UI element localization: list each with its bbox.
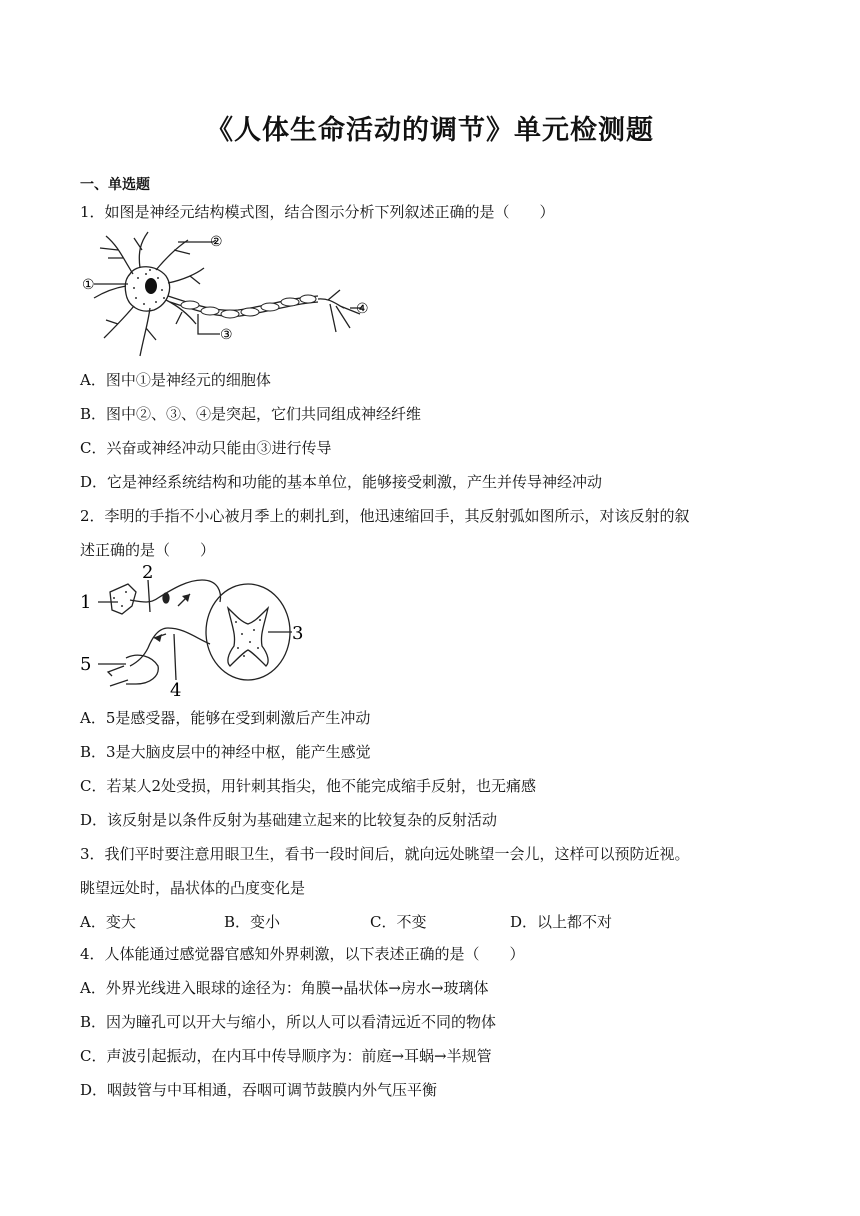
question-2-option-c: C．若某人2处受损，用针刺其指尖，他不能完成缩手反射，也无痛感 <box>80 777 537 795</box>
question-3-option-b: B．变小 <box>224 913 281 931</box>
question-1-option-a: A．图中①是神经元的细胞体 <box>80 371 271 389</box>
section-heading: 一、单选题 <box>80 177 150 193</box>
question-3-option-d: D．以上都不对 <box>510 913 613 931</box>
question-2-option-a: A．5是感受器，能够在受到刺激后产生冲动 <box>80 709 371 727</box>
question-1-option-d: D．它是神经系统结构和功能的基本单位，能够接受刺激，产生并传导神经冲动 <box>80 473 603 491</box>
reflex-label-1: 1 <box>80 592 92 613</box>
neuron-label-1: ① <box>82 277 95 293</box>
question-2-stem-line-1: 2．李明的手指不小心被月季上的刺扎到，他迅速缩回手，其反射弧如图所示，对该反射的叙 <box>80 507 690 525</box>
question-2-option-b: B．3是大脑皮层中的神经中枢，能产生感觉 <box>80 743 371 761</box>
question-4-option-c: C．声波引起振动，在内耳中传导顺序为：前庭→耳蜗→半规管 <box>80 1047 492 1065</box>
question-2-option-d: D．该反射是以条件反射为基础建立起来的比较复杂的反射活动 <box>80 811 498 829</box>
question-3-option-c: C．不变 <box>370 913 427 931</box>
question-1-stem: 1．如图是神经元结构模式图，结合图示分析下列叙述正确的是（ ） <box>80 203 555 221</box>
reflex-label-4: 4 <box>170 680 182 700</box>
reflex-label-5: 5 <box>80 654 92 675</box>
question-3-stem-line-2: 眺望远处时，晶状体的凸度变化是 <box>80 879 306 897</box>
neuron-label-3: ③ <box>220 327 233 343</box>
question-3-option-a: A．变大 <box>80 913 136 931</box>
question-4-option-a: A．外界光线进入眼球的途径为：角膜→晶状体→房水→玻璃体 <box>80 979 489 997</box>
reflex-arc-diagram <box>78 562 314 700</box>
reflex-label-3: 3 <box>292 623 304 644</box>
neuron-label-2: ② <box>210 234 223 250</box>
neuron-structure-diagram <box>78 228 378 360</box>
question-4-option-b: B．因为瞳孔可以开大与缩小，所以人可以看清远近不同的物体 <box>80 1013 497 1031</box>
reflex-label-2: 2 <box>142 562 154 583</box>
question-1-option-b: B．图中②、③、④是突起，它们共同组成神经纤维 <box>80 405 422 423</box>
question-3-stem-line-1: 3．我们平时要注意用眼卫生，看书一段时间后，就向远处眺望一会儿，这样可以预防近视。 <box>80 845 690 863</box>
question-4-option-d: D．咽鼓管与中耳相通，吞咽可调节鼓膜内外气压平衡 <box>80 1081 438 1099</box>
question-4-stem: 4．人体能通过感觉器官感知外界刺激，以下表述正确的是（ ） <box>80 945 525 963</box>
question-1-option-c: C．兴奋或神经冲动只能由③进行传导 <box>80 439 332 457</box>
question-2-stem-line-2: 述正确的是（ ） <box>80 541 216 559</box>
neuron-label-4: ④ <box>356 301 369 317</box>
document-title: 《人体生命活动的调节》单元检测题 <box>206 115 654 146</box>
